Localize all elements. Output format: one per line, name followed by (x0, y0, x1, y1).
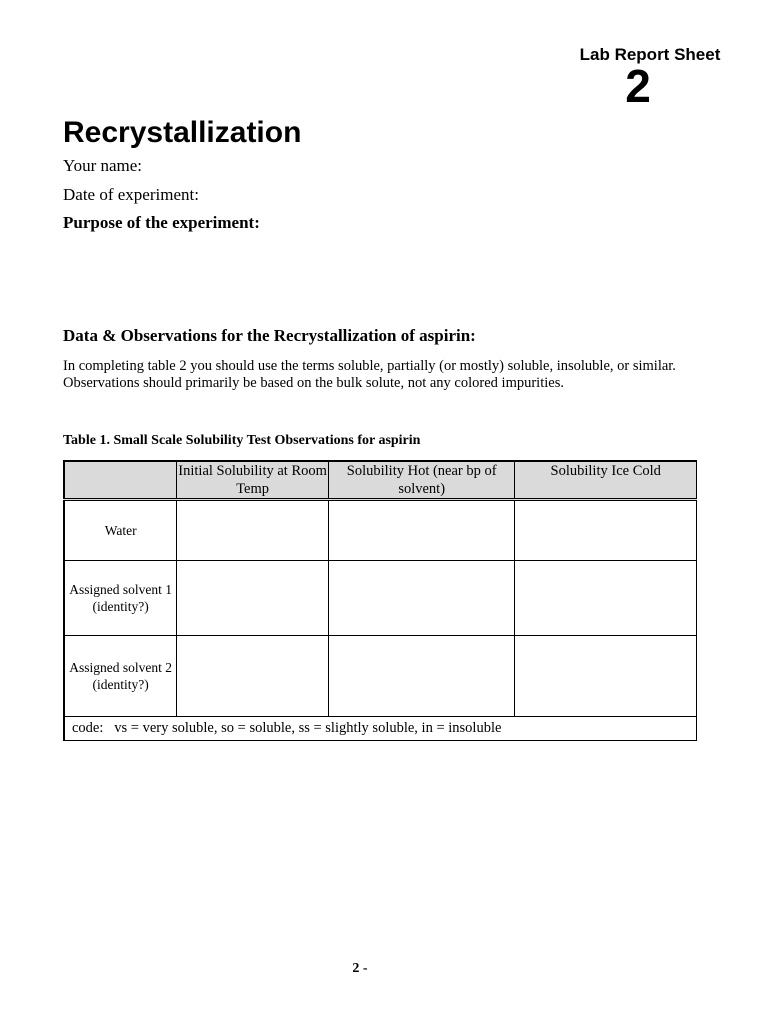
table-row (64, 636, 697, 717)
header-cell-empty (64, 461, 177, 500)
purpose-field-label: Purpose of the experiment: (63, 213, 260, 232)
sheet-label: Lab Report Sheet (579, 45, 721, 64)
cell-water-hot[interactable] (328, 500, 515, 561)
solubility-table (63, 460, 697, 741)
header-cell-ice-cold: Solubility Ice Cold (515, 461, 697, 500)
cell-solvent1-ice-cold[interactable] (515, 561, 697, 636)
row-label-solvent-2: Assigned solvent 2 (identity?) (64, 636, 177, 717)
table-caption: Table 1. Small Scale Solubility Test Observations for aspirin (63, 433, 421, 448)
page-footer: 2 - (352, 961, 368, 976)
table-header-row (64, 461, 697, 500)
cell-solvent2-ice-cold[interactable] (515, 636, 697, 717)
cell-solvent2-hot[interactable] (328, 636, 515, 717)
header-cell-hot: Solubility Hot (near bp of solvent) (328, 461, 515, 500)
section-heading: Data & Observations for the Recrystallization of aspirin: (63, 326, 476, 345)
table-row (64, 500, 697, 561)
row-label-solvent-1: Assigned solvent 1 (identity?) (64, 561, 177, 636)
instructions-paragraph: In completing table 2 you should use the terms soluble, partially (or mostly) soluble, insoluble, or similar. Observations should primarily be based on the bulk solute, not any colored impurities. (63, 358, 676, 391)
name-field-label: Your name: (63, 156, 143, 175)
page-title: Recrystallization (63, 116, 302, 149)
sheet-number: 2 (625, 60, 651, 112)
date-field-label: Date of experiment: (63, 185, 199, 204)
cell-solvent1-room-temp[interactable] (177, 561, 329, 636)
row-label-water: Water (64, 500, 177, 561)
table-row (64, 561, 697, 636)
cell-water-room-temp[interactable] (177, 500, 329, 561)
code-legend: code: vs = very soluble, so = soluble, ss = slightly soluble, in = insoluble (64, 717, 697, 741)
cell-solvent1-hot[interactable] (328, 561, 515, 636)
header-cell-room-temp: Initial Solubility at Room Temp (177, 461, 329, 500)
code-row (64, 717, 697, 741)
cell-solvent2-room-temp[interactable] (177, 636, 329, 717)
cell-water-ice-cold[interactable] (515, 500, 697, 561)
